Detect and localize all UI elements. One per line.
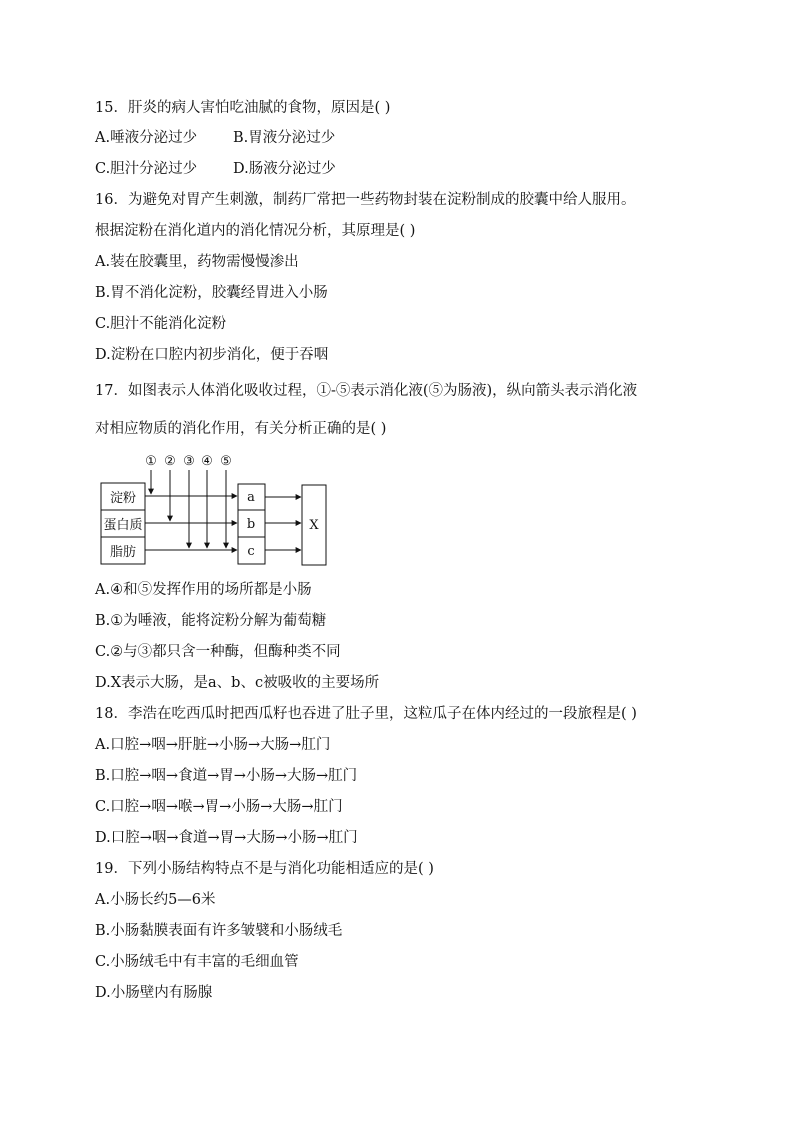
substance-label-starch: 淀粉	[109, 491, 137, 506]
question-17-option-b: B.①为唾液，能将淀粉分解为葡萄糖	[95, 613, 327, 629]
question-18-option-b: B.口腔→咽→食道→胃→小肠→大肠→肛门	[95, 768, 358, 784]
question-19-stem: 19．下列小肠结构特点不是与消化功能相适应的是( )	[95, 861, 434, 877]
question-18-option-c: C.口腔→咽→喉→胃→小肠→大肠→肛门	[95, 799, 343, 815]
question-15-option-a: A.唾液分泌过少	[95, 130, 198, 146]
question-16-option-d: D.淀粉在口腔内初步消化，便于吞咽	[95, 347, 329, 363]
question-19-option-a: A.小肠长约5—6米	[95, 892, 216, 908]
question-19-option-d: D.小肠壁内有肠腺	[95, 985, 213, 1001]
question-17-option-c: C.②与③都只含一种酶，但酶种类不同	[95, 644, 341, 660]
question-17-option-d: D.X表示大肠，是a、b、c被吸收的主要场所	[95, 675, 380, 691]
juice-label-5: ⑤	[220, 454, 232, 469]
question-18-stem: 18．李浩在吃西瓜时把西瓜籽也吞进了肚子里，这粒瓜子在体内经过的一段旅程是( )	[95, 706, 637, 722]
question-18-option-a: A.口腔→咽→肝脏→小肠→大肠→肛门	[95, 737, 331, 753]
question-15-stem: 15．肝炎的病人害怕吃油腻的食物，原因是( )	[95, 100, 391, 116]
substance-label-fat: 脂肪	[109, 545, 137, 560]
question-19-option-b: B.小肠黏膜表面有许多皱襞和小肠绒毛	[95, 923, 343, 939]
question-16-stem-line-2: 根据淀粉在消化道内的消化情况分析，其原理是( )	[95, 223, 416, 239]
organ-label-x: X	[309, 518, 319, 533]
question-15-option-c: C.胆汁分泌过少	[95, 161, 198, 177]
question-17-stem-line-1: 17．如图表示人体消化吸收过程，①-⑤表示消化液(⑤为肠液)，纵向箭头表示消化液	[95, 383, 638, 399]
substance-label-protein: 蛋白质	[103, 518, 143, 533]
question-16-option-c: C.胆汁不能消化淀粉	[95, 316, 227, 332]
question-16-option-b: B.胃不消化淀粉，胶囊经胃进入小肠	[95, 285, 328, 301]
question-17-option-a: A.④和⑤发挥作用的场所都是小肠	[95, 582, 312, 598]
juice-label-3: ③	[183, 454, 195, 469]
juice-label-1: ①	[145, 454, 157, 469]
product-label-c: c	[247, 544, 255, 559]
question-15-option-b: B.胃液分泌过少	[233, 130, 336, 146]
question-18-option-d: D.口腔→咽→食道→胃→大肠→小肠→肛门	[95, 830, 358, 846]
juice-label-2: ②	[164, 454, 176, 469]
juice-label-4: ④	[201, 454, 213, 469]
question-16-option-a: A.装在胶囊里，药物需慢慢渗出	[95, 254, 299, 270]
question-17-stem-line-2: 对相应物质的消化作用，有关分析正确的是( )	[95, 421, 387, 437]
digestion-diagram	[98, 450, 338, 570]
question-15-option-d: D.肠液分泌过少	[233, 161, 336, 177]
question-16-stem-line-1: 16．为避免对胃产生刺激，制药厂常把一些药物封装在淀粉制成的胶囊中给人服用。	[95, 192, 636, 208]
product-label-b: b	[246, 517, 256, 532]
question-19-option-c: C.小肠绒毛中有丰富的毛细血管	[95, 954, 299, 970]
product-label-a: a	[247, 490, 255, 505]
